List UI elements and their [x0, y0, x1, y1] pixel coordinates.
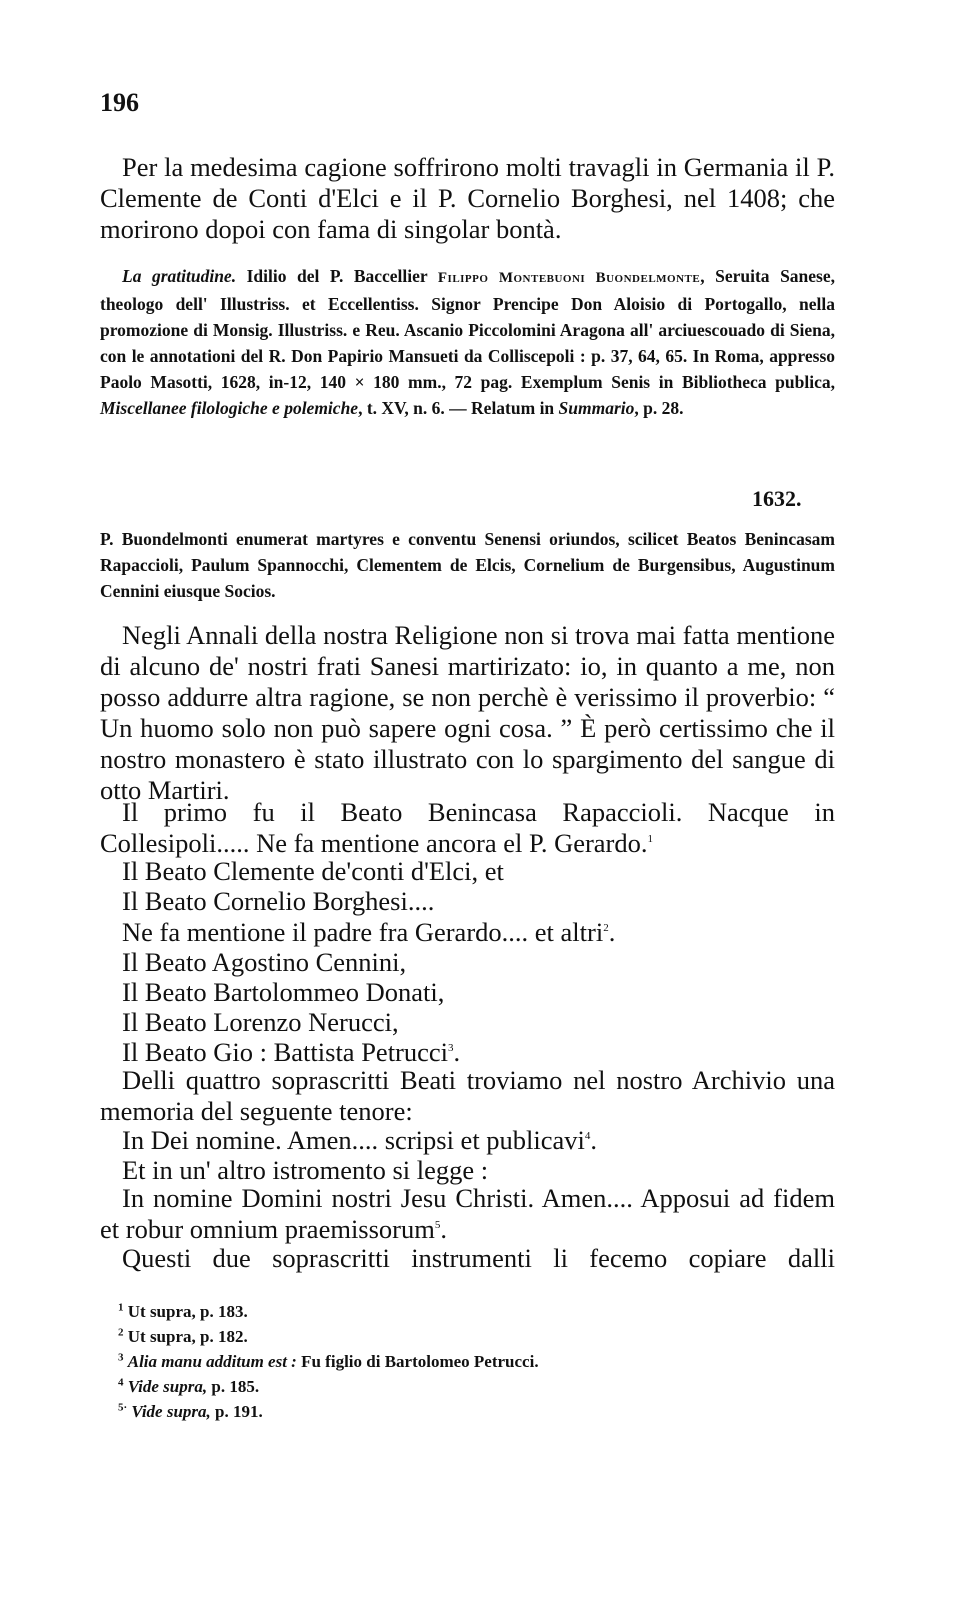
bibliography-summary-ref: Summario: [558, 398, 635, 418]
footnote-ref: 2: [603, 922, 609, 935]
footnote-ref: 3: [448, 1042, 454, 1055]
footnote: [118, 1402, 263, 1422]
list-item: Il Beato Clemente de'conti d'Elci, et: [122, 856, 504, 886]
opening-paragraph: Per la medesima cagione soffrirono molti travagli in Germania il P. Clemente de Conti d'Elci e il P. Cornelio Borghesi, nel 1408; che morirono dopoi con fama di singolar bontà.: [100, 152, 835, 244]
list-item: Il Beato Lorenzo Nerucci,: [122, 1007, 399, 1037]
list-item: Ne fa mentione il padre fra Gerardo.... et altri$^2$.: [122, 917, 616, 947]
footnote: [118, 1327, 248, 1347]
footnote-mark: 1: [118, 1301, 124, 1314]
summary-paragraph: P. Buondelmonti enumerat martyres e conventu Senensi oriundos, scilicet Beatos Benincasam Rapaccioli, Paulum Spannocchi, Clementem de Elcis, Cornelium de Burgensibus, Augustinum Cennini eiusque Socios.: [100, 529, 835, 601]
footnote: [118, 1352, 539, 1372]
bibliography-author: Filippo Montebuoni Buondelmonte: [437, 270, 701, 286]
footnote-ref: 4: [584, 1130, 591, 1143]
footnote-ref: 5: [434, 1219, 441, 1232]
main-paragraph-2: Il primo fu il Beato Benincasa Rapaccioli. Nacque in Collesipoli..... Ne fa mentione ancora el P. Gerardo.$^1$: [100, 797, 835, 858]
footnote-text: Ut supra, p. 182.: [127, 1327, 248, 1346]
footnote-text: p. 185.: [207, 1377, 260, 1396]
footnote-mark: 2: [118, 1326, 124, 1339]
bibliography-title: La gratitudine.: [122, 266, 237, 286]
quote-line: In Dei nomine. Amen.... scripsi et publicavi$^4$.: [122, 1125, 598, 1155]
quote-line: Et in un' altro istromento si legge :: [122, 1155, 489, 1185]
list-item: Il Beato Cornelio Borghesi....: [122, 886, 435, 916]
footnote-ref: 1: [647, 833, 654, 846]
footnote-mark: 3: [118, 1351, 124, 1364]
list-item: Il Beato Gio : Battista Petrucci$^3$.: [122, 1037, 461, 1067]
footnote: [118, 1377, 259, 1397]
footnote-italic: Alia manu additum est :: [127, 1352, 297, 1371]
main-paragraph-1: Negli Annali della nostra Religione non si trova mai fatta mentione di alcuno de' nostri frati Sanesi martirizato: io, in quanto a me, non posso addurre altra ragione, se non perchè è verissimo il proverbio: “ Un huomo solo non può sapere ogni cosa. ” È però certissimo che il nostro monastero è stato illustrato con lo spargimento del sangue di otto Martiri.: [100, 620, 835, 805]
footnote-mark: 4: [118, 1376, 124, 1389]
main-paragraph-4: In nomine Domini nostri Jesu Christi. Amen.... Apposui ad fidem et robur omnium praemissorum$^5$.: [100, 1183, 835, 1244]
footnote-text: Ut supra, p. 183.: [127, 1302, 248, 1321]
bibliography-collection: Miscellanee filologiche e polemiche: [100, 398, 359, 418]
footnote-mark: 5·: [118, 1401, 128, 1414]
list-item: Il Beato Bartolommeo Donati,: [122, 977, 445, 1007]
list-item: Il Beato Agostino Cennini,: [122, 947, 407, 977]
footnote-italic: Vide supra,: [127, 1377, 208, 1396]
footnote-text: Fu figlio di Bartolomeo Petrucci.: [296, 1352, 539, 1371]
bibliography-entry: La gratitudine. Idilio del P. Baccellier Filippo Montebuoni Buondelmonte, Seruita Sanese, theologo dell' Illustriss. et Eccellentiss. Signor Prencipe Don Aloisio di Portogallo, nella promozione di Monsig. Illustriss. e Reu. Ascanio Piccolomini Aragona all' arciuescouado di Siena, con le annotationi del R. Don Papirio Mansueti da Colliscepoli : p. 37, 64, 65. In Roma, appresso Paolo Masotti, 1628, in-12, 140 × 180 mm., 72 pag. Exemplum Senis in Bibliotheca publica, Miscellanee filologiche e polemiche, t. XV, n. 6. — Relatum in Summario, p. 28.: [100, 266, 836, 418]
main-paragraph-3: Delli quattro soprascritti Beati troviamo nel nostro Archivio una memoria del seguente tenore:: [100, 1065, 835, 1126]
year-heading: 1632.: [752, 486, 802, 511]
footnote: [118, 1302, 248, 1322]
footnote-italic: Vide supra,: [131, 1402, 211, 1421]
main-paragraph-5: Questi due soprascritti instrumenti li fecemo copiare dalli: [122, 1243, 835, 1273]
footnote-text: p. 191.: [210, 1402, 263, 1421]
page-number: 196: [100, 88, 139, 117]
